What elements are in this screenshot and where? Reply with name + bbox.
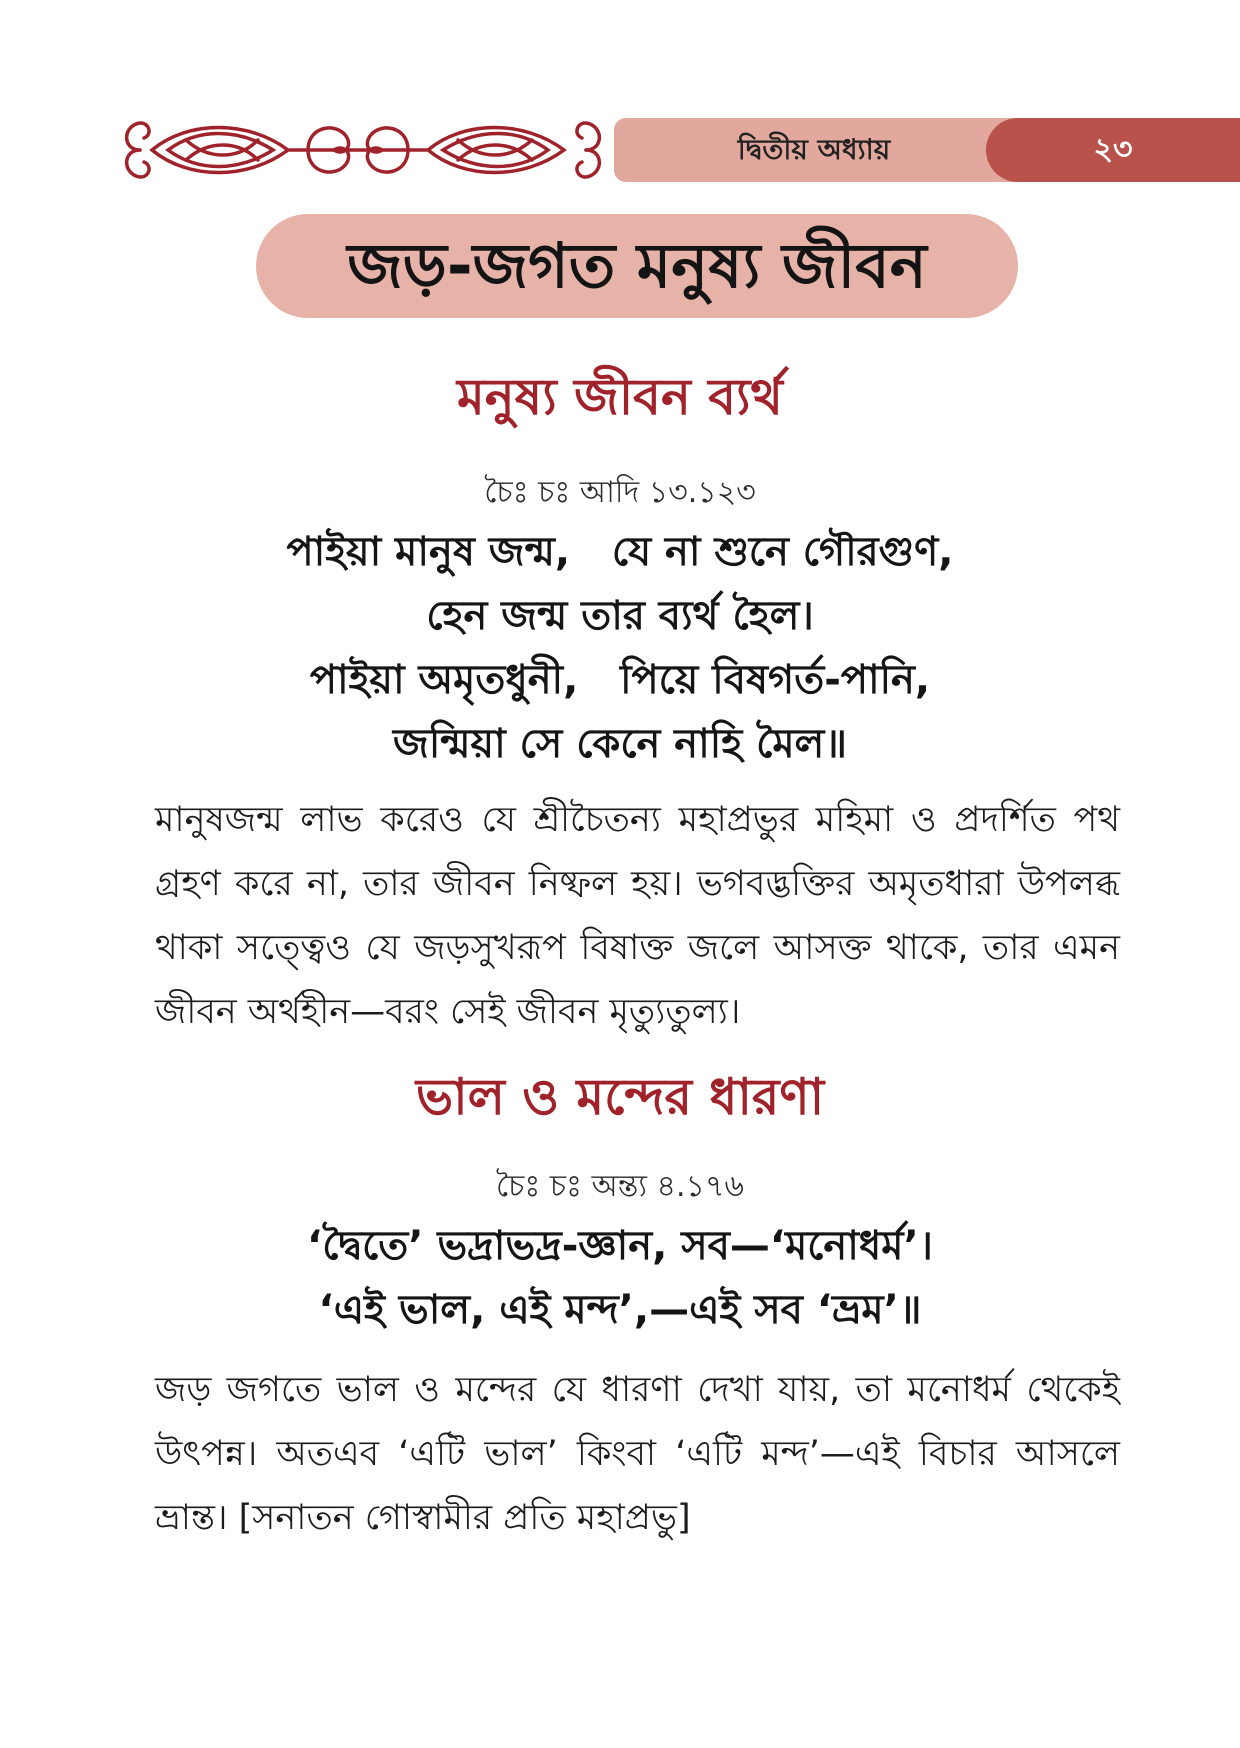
chapter-label: দ্বিতীয় অধ্যায়: [737, 133, 891, 166]
verse-line: জন্মিয়া সে কেনে নাহি মৈল॥: [393, 721, 847, 767]
page-title: জড়-জগত মনুষ্য জীবন: [256, 214, 1018, 318]
verse-line: পাইয়া অমৃতধুনী, পিয়ে বিষগর্ত-পানি,: [309, 657, 931, 703]
purport-paragraph-1: মানুষজন্ম লাভ করেও যে শ্রীচৈতন্য মহাপ্রভুর মহিমা ও প্রদর্শিত পথ গ্রহণ করে না, তার জীবন নিষ্ফল হয়। ভগবদ্ভক্তির অমৃতধারা উপলব্ধ থাকা সত্ত্বেও যে জড়সুখরূপ বিষাক্ত জলে আসক্ত থাকে, তার এমন জীবন অর্থহীন—বরং সেই জীবন মৃত্যুতুল্য।: [155, 800, 1120, 1032]
verse-line: হেন জন্ম তার ব্যর্থ হৈল।: [426, 593, 814, 639]
verse-line: পাইয়া মানুষ জন্ম, যে না শুনে গৌরগুণ,: [286, 529, 954, 575]
verse-line: ‘দ্বৈতে’ ভদ্রাভদ্র-জ্ঞান, সব—‘মনোধর্ম’।: [307, 1223, 933, 1269]
page-number: ২৩: [986, 118, 1240, 182]
verse-reference-2: চৈঃ চঃ অন্ত্য ৪.১৭৬: [496, 1169, 744, 1204]
purport-paragraph-2: জড় জগতে ভাল ও মন্দের যে ধারণা দেখা যায়, তা মনোধর্ম থেকেই উৎপন্ন। অতএব ‘এটি ভাল’ কিংবা ‘এটি মন্দ’—এই বিচার আসলে ভ্রান্ত। [সনাতন গোস্বামীর প্রতি মহাপ্রভু]: [155, 1370, 1120, 1538]
section-heading-1: মনুষ্য জীবন ব্যর্থ: [457, 368, 783, 426]
verse-line: ‘এই ভাল, এই মন্দ’,—এই সব ‘ভ্রম’॥: [318, 1287, 922, 1333]
verse-reference-1: চৈঃ চঃ আদি ১৩.১২৩: [484, 475, 756, 510]
decorative-ornament: [118, 110, 608, 190]
running-header: [614, 118, 1240, 182]
section-heading-2: ভাল ও মন্দের ধারণা: [415, 1068, 825, 1126]
